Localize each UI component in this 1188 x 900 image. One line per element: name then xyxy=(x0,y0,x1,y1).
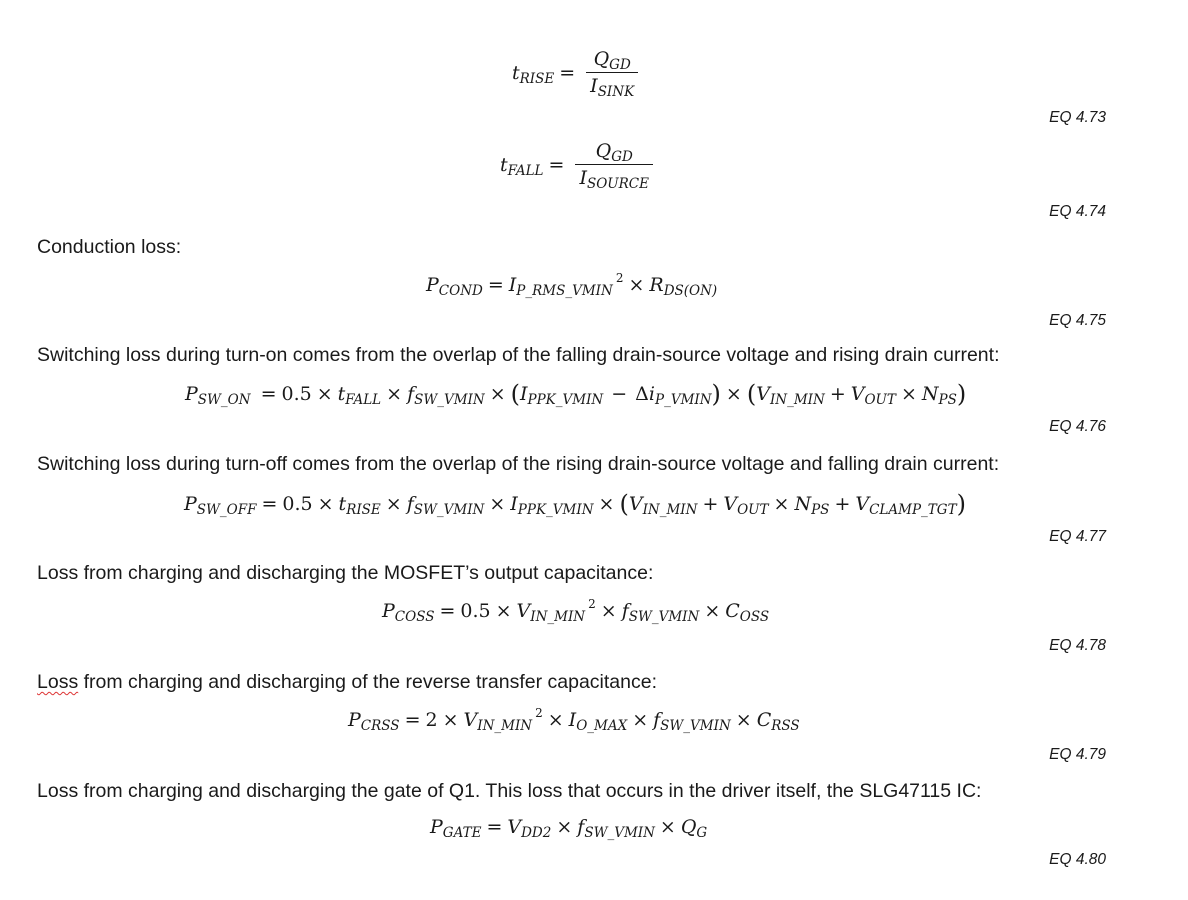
equation-p-cond: $P_{COND} = I_{P\_RMS\_VMIN}^2 \times R_{DS(ON)}$ xyxy=(426,271,718,299)
equation-number: EQ 4.80 xyxy=(1049,851,1106,868)
numerator: $Q_{GD}$ xyxy=(593,48,631,73)
equals-sign: = xyxy=(559,61,576,84)
equation-number: EQ 4.76 xyxy=(1049,418,1106,435)
equation-number: EQ 4.74 xyxy=(1049,203,1106,220)
fraction xyxy=(575,140,653,192)
fraction xyxy=(586,48,638,100)
paragraph-switching-off: Switching loss during turn-off comes from the overlap of the rising drain-source voltage and falling drain current: xyxy=(37,453,1000,475)
equation-number: EQ 4.77 xyxy=(1049,528,1106,545)
equation-t-rise xyxy=(512,48,638,100)
equation-p-crss: $P_{CRSS} = 2 \times V_{IN\_MIN}^2 \times I_{O\_MAX} \times f_{SW\_VMIN} \times C_{RSS}$ xyxy=(348,706,800,734)
equation-number: EQ 4.79 xyxy=(1049,746,1106,763)
equation-number: EQ 4.78 xyxy=(1049,637,1106,654)
paragraph-crss-loss-text: from charging and discharging of the reverse transfer capacitance: xyxy=(78,671,658,693)
equation-number: EQ 4.75 xyxy=(1049,312,1106,329)
equation-p-sw-off: $P_{SW\_OFF} = 0.5 \times t_{RISE} \times f_{SW\_VMIN} \times I_{PPK\_VMIN} \times (V_{IN\_MIN} + V_{OUT} \times N_{PS} + V_{CLAMP\_TGT})$ xyxy=(184,490,966,518)
equation-t-fall xyxy=(500,140,653,192)
eq-lhs: $t_{RISE}$ xyxy=(512,61,555,87)
numerator: $Q_{GD}$ xyxy=(595,140,633,165)
paragraph-gate-loss: Loss from charging and discharging the gate of Q1. This loss that occurs in the driver itself, the SLG47115 IC: xyxy=(37,780,982,802)
paragraph-conduction-loss: Conduction loss: xyxy=(37,236,182,258)
paragraph-crss-loss xyxy=(37,670,657,694)
eq-lhs: $t_{FALL}$ xyxy=(500,153,544,179)
denominator: $I_{SOURCE}$ xyxy=(575,164,653,188)
spellcheck-underlined-word[interactable]: Loss xyxy=(37,671,79,693)
paragraph-switching-on: Switching loss during turn-on comes from the overlap of the falling drain-source voltage and rising drain current: xyxy=(37,344,1000,366)
equation-p-coss: $P_{COSS} = 0.5 \times V_{IN\_MIN}^2 \times f_{SW\_VMIN} \times C_{OSS}$ xyxy=(382,597,770,625)
denominator: $I_{SINK}$ xyxy=(586,72,638,96)
equals-sign: = xyxy=(548,153,565,176)
equation-p-sw-on: $P_{SW\_ON} = 0.5 \times t_{FALL} \times f_{SW\_VMIN} \times (I_{PPK\_VMIN} - \Delta i_{P\_VMIN}) \times (V_{IN\_MIN} + V_{OUT} \times N_{PS})$ xyxy=(185,380,967,408)
equation-number: EQ 4.73 xyxy=(1049,109,1106,126)
paragraph-coss-loss: Loss from charging and discharging the MOSFET’s output capacitance: xyxy=(37,562,654,584)
equation-p-gate: $P_{GATE} = V_{DD2} \times f_{SW\_VMIN} \times Q_G$ xyxy=(430,816,708,841)
